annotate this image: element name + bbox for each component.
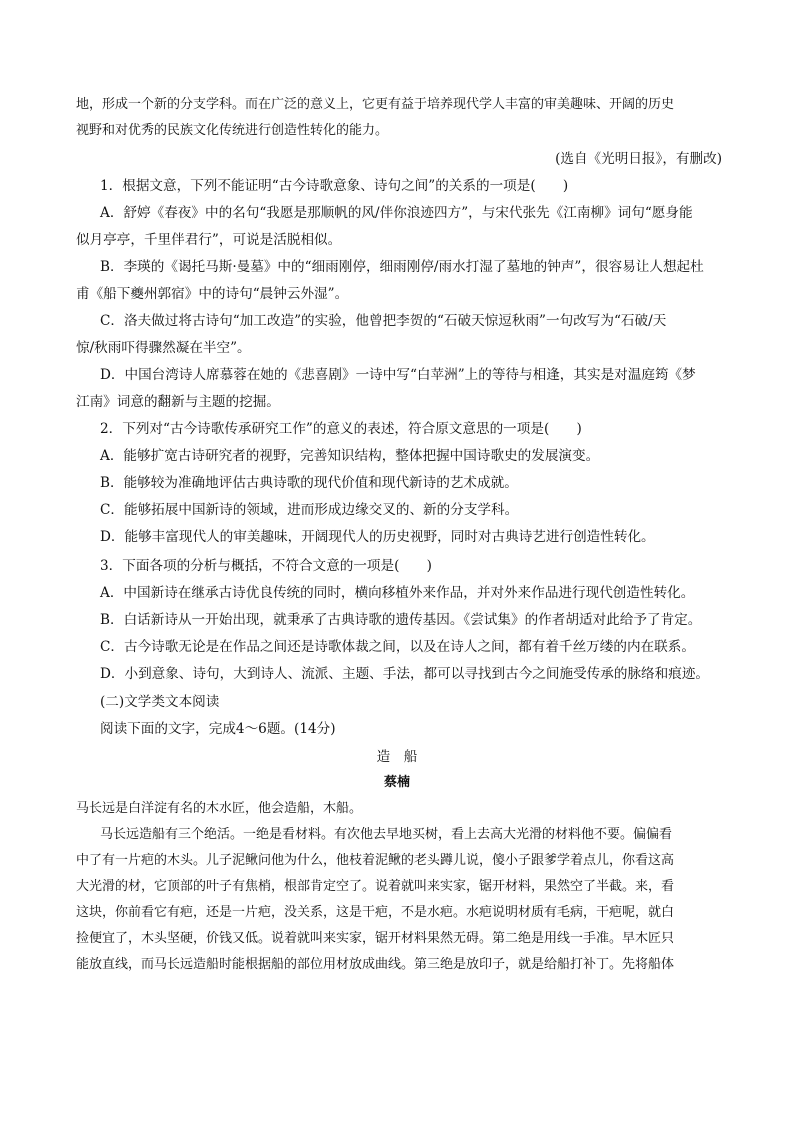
section-heading: (二)文学类文本阅读 (100, 694, 220, 710)
story-line: 捡便宜了，木头坚硬，价钱又低。说着就叫来实家，锯开材料果然无碍。第二绝是用线一手准。早木匠只 (76, 931, 675, 946)
q2-option-c: C．能够拓展中国新诗的领域，进而形成边缘交叉的、新的分支学科。 (100, 502, 519, 518)
story-line: 中了有一片疤的木头。儿子泥鳅问他为什么，他枝着泥鳅的老头蹲儿说，傻小子跟爹学着点儿，你看这高 (76, 853, 675, 868)
q1-option-d: D．中国台湾诗人席慕蓉在她的《悲喜剧》一诗中写“白苹洲”上的等待与相逢，其实是对温庭筠《梦 (100, 367, 696, 383)
q2-option-d: D．能够丰富现代人的审美趣味，开阔现代人的历史视野，同时对古典诗艺进行创造性转化。 (100, 529, 655, 545)
q1-option-c: C．洛夫做过将古诗句“加工改造”的实验，他曾把李贺的“石破天惊逗秋雨”一句改写为“石破/天 (100, 313, 667, 329)
story-line: 马长远造船有三个绝活。一绝是看材料。有次他去早地买树，看上去高大光滑的材料他不要。偏偏看 (100, 827, 673, 842)
q3-option-a: A．中国新诗在继承古诗优良传统的同时，横向移植外来作品，并对外来作品进行现代创造性转化。 (100, 585, 695, 601)
story-author: 蔡楠 (383, 775, 410, 790)
story-line: 这块，你前看它有疤，还是一片疤，没关系，这是干疤，不是水疤。水疤说明材质有毛病，干疤呢，就白 (76, 905, 675, 920)
q2-option-b: B．能够较为准确地评估古典诗歌的现代价值和现代新诗的艺术成就。 (100, 475, 518, 491)
story-line: 马长远是白洋淀有名的木水匠，他会造船，木船。 (76, 801, 363, 816)
question-1-stem: 1．根据文意，下列不能证明“古今诗歌意象、诗句之间”的关系的一项是( ) (100, 178, 569, 194)
q1-option-d-cont: 江南》词意的翻新与主题的挖掘。 (76, 394, 280, 410)
reading-instruction: 阅读下面的文字，完成4～6题。(14分) (100, 721, 336, 737)
q2-option-a: A．能够扩宽古诗研究者的视野，完善知识结构，整体把握中国诗歌史的发展演变。 (100, 448, 600, 464)
q1-option-a: A．舒婷《春夜》中的名句“我愿是那顺帆的风/伴你浪迹四方”，与宋代张先《江南柳》词句“愿身能 (100, 205, 693, 221)
question-3-stem: 3．下面各项的分析与概括，不符合文意的一项是( ) (100, 558, 432, 574)
body-line: 地，形成一个新的分支学科。而在广泛的意义上，它更有益于培养现代学人丰富的审美趣味、开阔的历史 (76, 97, 675, 112)
q3-option-d: D．小到意象、诗句，大到诗人、流派、主题、手法，都可以寻找到古今之间施受传承的脉络和痕迹。 (100, 666, 710, 682)
q1-option-a-cont: 似月亭亭，千里伴君行”，可说是活脱相似。 (76, 232, 342, 248)
q1-option-b-cont: 甫《船下夔州郭宿》中的诗句“晨钟云外湿”。 (76, 286, 349, 302)
story-line: 大光滑的材，它顶部的叶子有焦梢，根部肯定空了。说着就叫来实家，锯开材料，果然空了半截。来，看 (76, 879, 675, 894)
q3-option-b: B．白话新诗从一开始出现，就秉承了古典诗歌的遗传基因。《尝试集》的作者胡适对此给予了肯定。 (100, 612, 702, 628)
story-title: 造 船 (376, 749, 418, 765)
q1-option-b: B．李瑛的《谒托马斯·曼墓》中的“细雨刚停，细雨刚停/雨水打湿了墓地的钟声”，很容易让人想起杜 (100, 259, 704, 275)
source-citation: (选自《光明日报》，有删改) (555, 151, 722, 167)
story-line: 能放直线，而马长远造船时能根据船的部位用材放成曲线。第三绝是放印子，就是给船打补丁。先将船体 (76, 957, 675, 972)
q3-option-c: C．古今诗歌无论是在作品之间还是诗歌体裁之间，以及在诗人之间，都有着千丝万缕的内在联系。 (100, 639, 695, 655)
body-line: 视野和对优秀的民族文化传统进行创造性转化的能力。 (76, 123, 389, 138)
q1-option-c-cont: 惊/秋雨吓得骤然凝在半空”。 (76, 340, 251, 356)
question-2-stem: 2．下列对“古今诗歌传承研究工作”的意义的表述，符合原文意思的一项是( ) (100, 421, 582, 437)
